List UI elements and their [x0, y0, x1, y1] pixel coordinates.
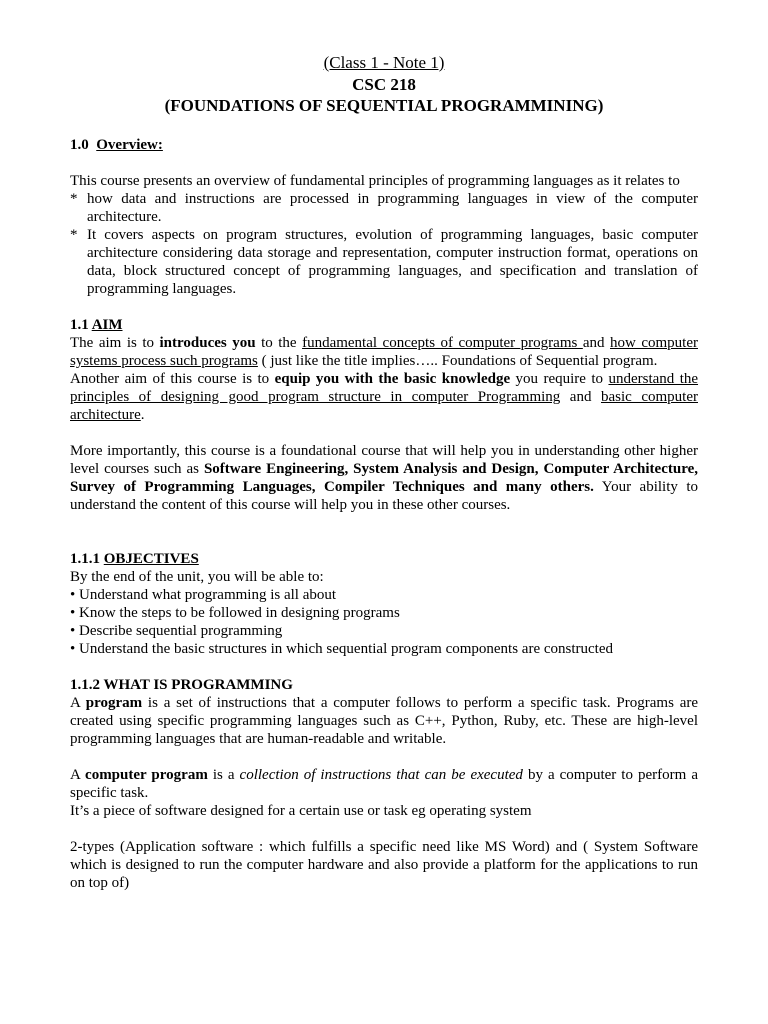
text-run: Your ability to understand the content of this course will help you in these other courses.	[70, 479, 699, 513]
objectives-number: 1.1.1	[70, 551, 100, 567]
objectives-intro: By the end of the unit, you will be able to:	[70, 569, 324, 585]
star-bullet: *	[70, 191, 78, 207]
class-note-label: (Class 1 - Note 1)	[323, 53, 445, 72]
overview-number: 1.0	[70, 137, 89, 153]
text-run: is a	[207, 767, 240, 783]
text-run: A	[70, 767, 86, 783]
text-run: to the	[255, 335, 303, 351]
objective-item: • Describe sequential programming	[70, 623, 283, 639]
objective-item: • Understand the basic structures in which sequential program components are constructed	[70, 641, 614, 657]
course-code: CSC 218	[352, 75, 416, 94]
overview-item-1	[70, 190, 698, 226]
text-run: .	[140, 407, 145, 423]
underlined-run: fundamental concepts of computer programs	[302, 335, 583, 351]
text-run: More importantly, this course is a foundational course that will help you in understanding other higher level courses such as	[70, 443, 698, 477]
overview-item-text: It covers aspects on program structures, evolution of programming languages, basic computer architecture considering data storage and representation, computer instruction format, operations on data, block structured concept of programming languages, and specification and translation of programming languages.	[87, 227, 698, 297]
text-run: you require to	[510, 371, 609, 387]
bold-run: Software Engineering, System Analysis and Design, Computer Architecture, Survey of Programming Languages, Compiler Techniques and many others.	[70, 461, 698, 495]
overview-heading	[70, 136, 698, 154]
aim-number: 1.1	[70, 317, 89, 333]
text-run: and	[582, 335, 610, 351]
objectives-heading	[70, 550, 698, 568]
bold-run: introduces you	[159, 335, 256, 351]
course-title: (FOUNDATIONS OF SEQUENTIAL PROGRAMMINING)	[164, 96, 604, 115]
overview-item-text: how data and instructions are processed in programming languages in view of the computer architecture.	[87, 191, 698, 225]
text-run: A	[70, 695, 86, 711]
underlined-run: understand the principles of designing good program structure in computer Programming	[70, 371, 699, 405]
text-run: is a set of instructions that a computer follows to perform a specific task. Programs are created using specific programming languages such as C++, Python, Ruby, etc. These are high-level programming languages that are human-readable and writable.	[70, 695, 699, 747]
aim-title: AIM	[91, 317, 123, 333]
programming-heading: 1.1.2 WHAT IS PROGRAMMING	[70, 677, 293, 693]
programming-paragraph-4: 2-types (Application software : which fulfills a specific need like MS Word) and ( System Software which is designed to run the computer hardware and also provide a platform for the applications to run on top of)	[70, 839, 698, 891]
aim-heading	[70, 316, 698, 334]
bold-run: program	[85, 695, 143, 711]
text-run: ( just like the title implies….. Foundations of Sequential program.	[257, 353, 658, 369]
programming-paragraph-1	[70, 694, 698, 748]
objective-item: • Know the steps to be followed in designing programs	[70, 605, 400, 621]
programming-paragraph-2	[70, 766, 698, 802]
italic-run: collection of instructions that can be executed	[239, 767, 523, 783]
bold-run: computer program	[85, 767, 208, 783]
text-run: by a computer to perform a specific task.	[70, 767, 698, 801]
underlined-run: basic computer architecture	[70, 389, 698, 423]
aim-paragraph-1	[70, 334, 698, 370]
text-run: and	[560, 389, 601, 405]
text-run: The aim is to	[70, 335, 160, 351]
aim-paragraph-3	[70, 442, 698, 514]
overview-item-2	[70, 226, 698, 298]
programming-paragraph-3: It’s a piece of software designed for a certain use or task eg operating system	[70, 803, 532, 819]
objectives-title: OBJECTIVES	[103, 551, 199, 567]
overview-intro: This course presents an overview of fundamental principles of programming languages as it relates to	[70, 173, 680, 189]
text-run: Another aim of this course is to	[70, 371, 275, 387]
star-bullet: *	[70, 227, 78, 243]
aim-paragraph-2	[70, 370, 698, 424]
objective-item: • Understand what programming is all about	[70, 587, 337, 603]
overview-title: Overview:	[96, 137, 163, 153]
bold-run: equip you with the basic knowledge	[274, 371, 511, 387]
underlined-run: how computer systems process such programs	[70, 335, 698, 369]
